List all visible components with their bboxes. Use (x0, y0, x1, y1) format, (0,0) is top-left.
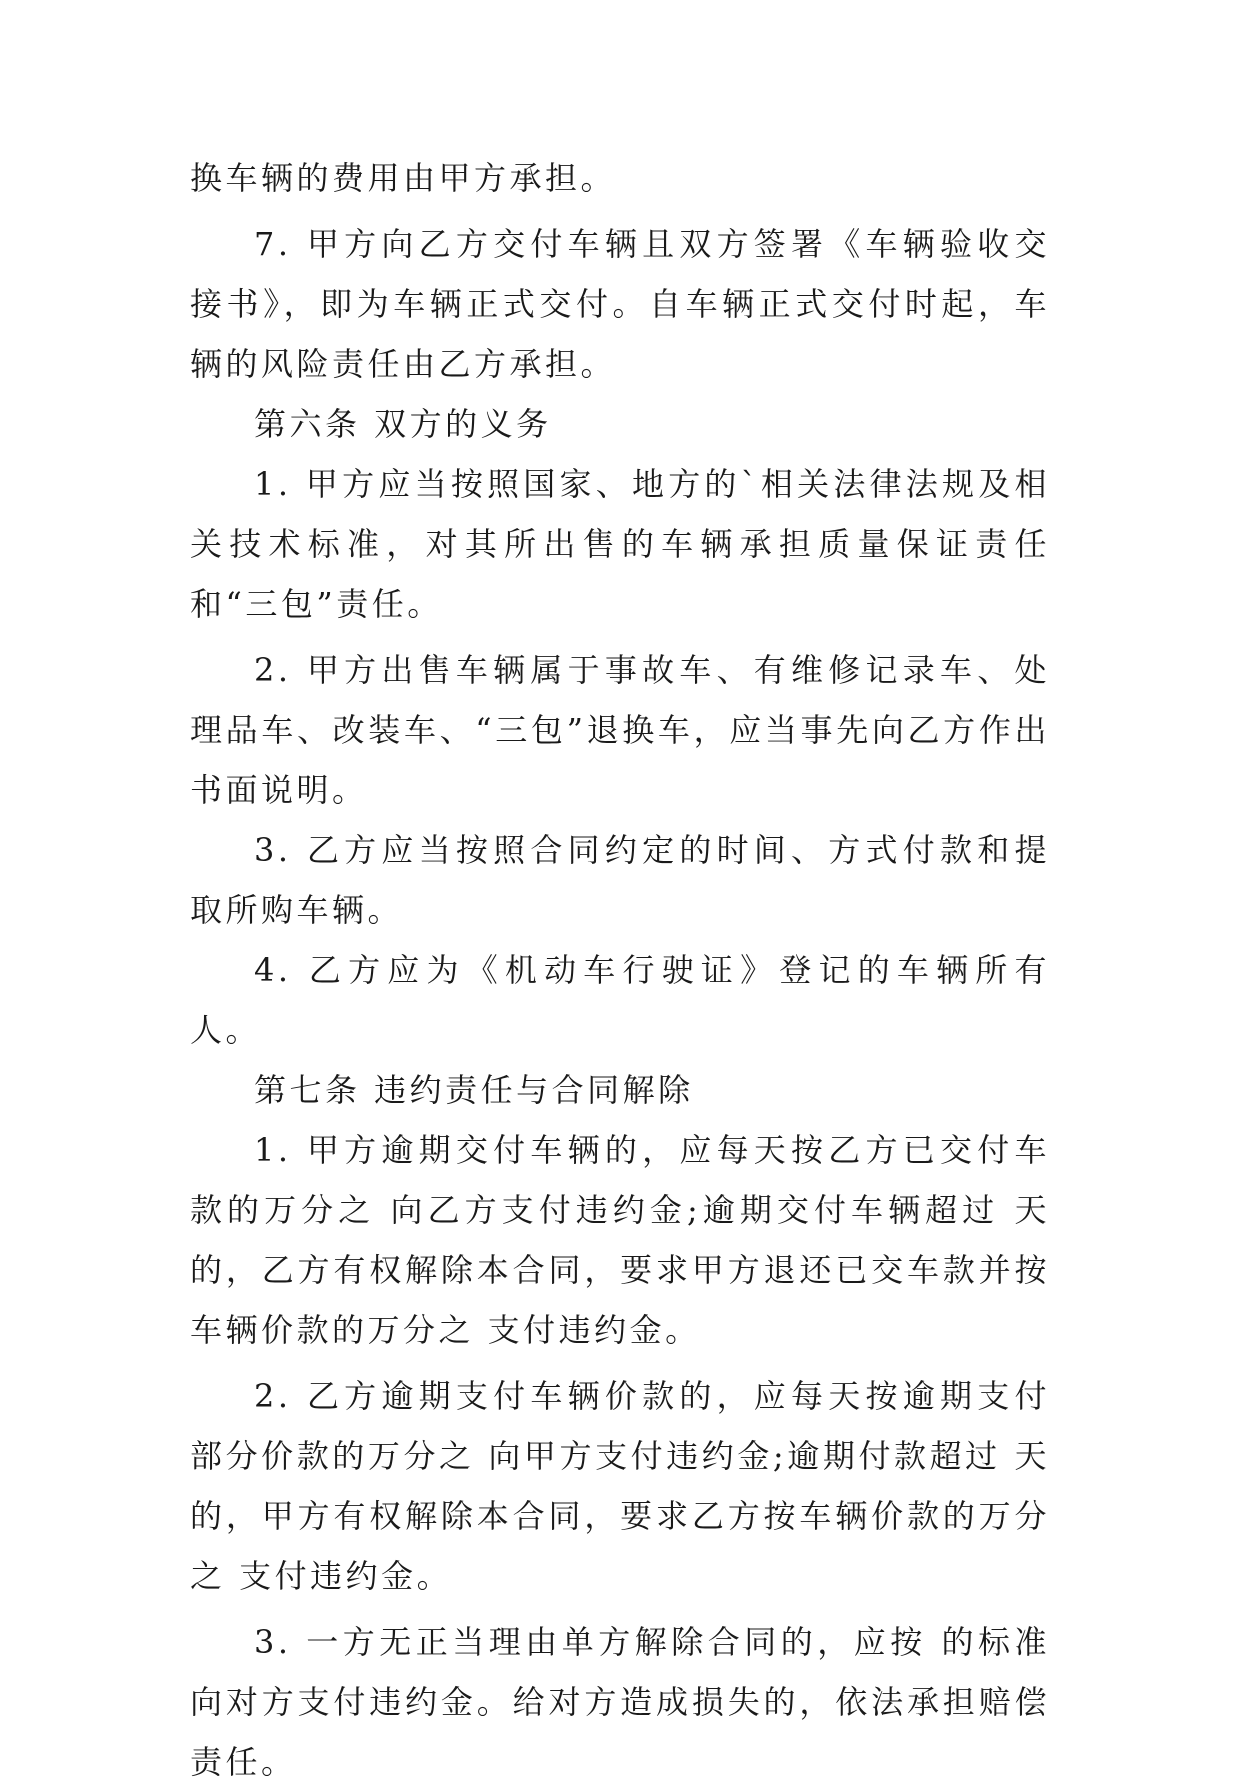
paragraph-obligation-2: 2. 甲方出售车辆属于事故车、有维修记录车、处理品车、改装车、“三包”退换车，应当事先向乙方作出书面说明。 (190, 651, 1050, 809)
paragraph-clause-7: 7. 甲方向乙方交付车辆且双方签署《车辆验收交接书》，即为车辆正式交付。自车辆正式交付时起，车辆的风险责任由乙方承担。 (190, 225, 1050, 383)
contract-text-body (190, 148, 1050, 1792)
section-heading-article-7: 第七条 违约责任与合同解除 (254, 1071, 694, 1109)
paragraph-obligation-1: 1. 甲方应当按照国家、地方的`相关法律法规及相关技术标准，对其所出售的车辆承担质量保证责任和“三包”责任。 (190, 465, 1050, 623)
paragraph-continuation: 换车辆的费用由甲方承担。 (190, 159, 617, 197)
section-heading-article-6: 第六条 双方的义务 (254, 405, 552, 443)
paragraph-liability-2: 2. 乙方逾期支付车辆价款的，应每天按逾期支付部分价款的万分之 向甲方支付违约金;逾期付款超过 天的，甲方有权解除本合同，要求乙方按车辆价款的万分之 支付违约金。 (190, 1377, 1050, 1595)
paragraph-liability-1: 1. 甲方逾期交付车辆的，应每天按乙方已交付车款的万分之 向乙方支付违约金;逾期交付车辆超过 天的，乙方有权解除本合同，要求甲方退还已交车款并按车辆价款的万分之 支付违约金。 (190, 1131, 1050, 1349)
paragraph-obligation-3: 3. 乙方应当按照合同约定的时间、方式付款和提取所购车辆。 (190, 831, 1050, 929)
paragraph-obligation-4: 4. 乙方应为《机动车行驶证》登记的车辆所有人。 (190, 951, 1050, 1049)
paragraph-liability-3: 3. 一方无正当理由单方解除合同的，应按 的标准向对方支付违约金。给对方造成损失的，依法承担赔偿责任。 (190, 1623, 1050, 1781)
